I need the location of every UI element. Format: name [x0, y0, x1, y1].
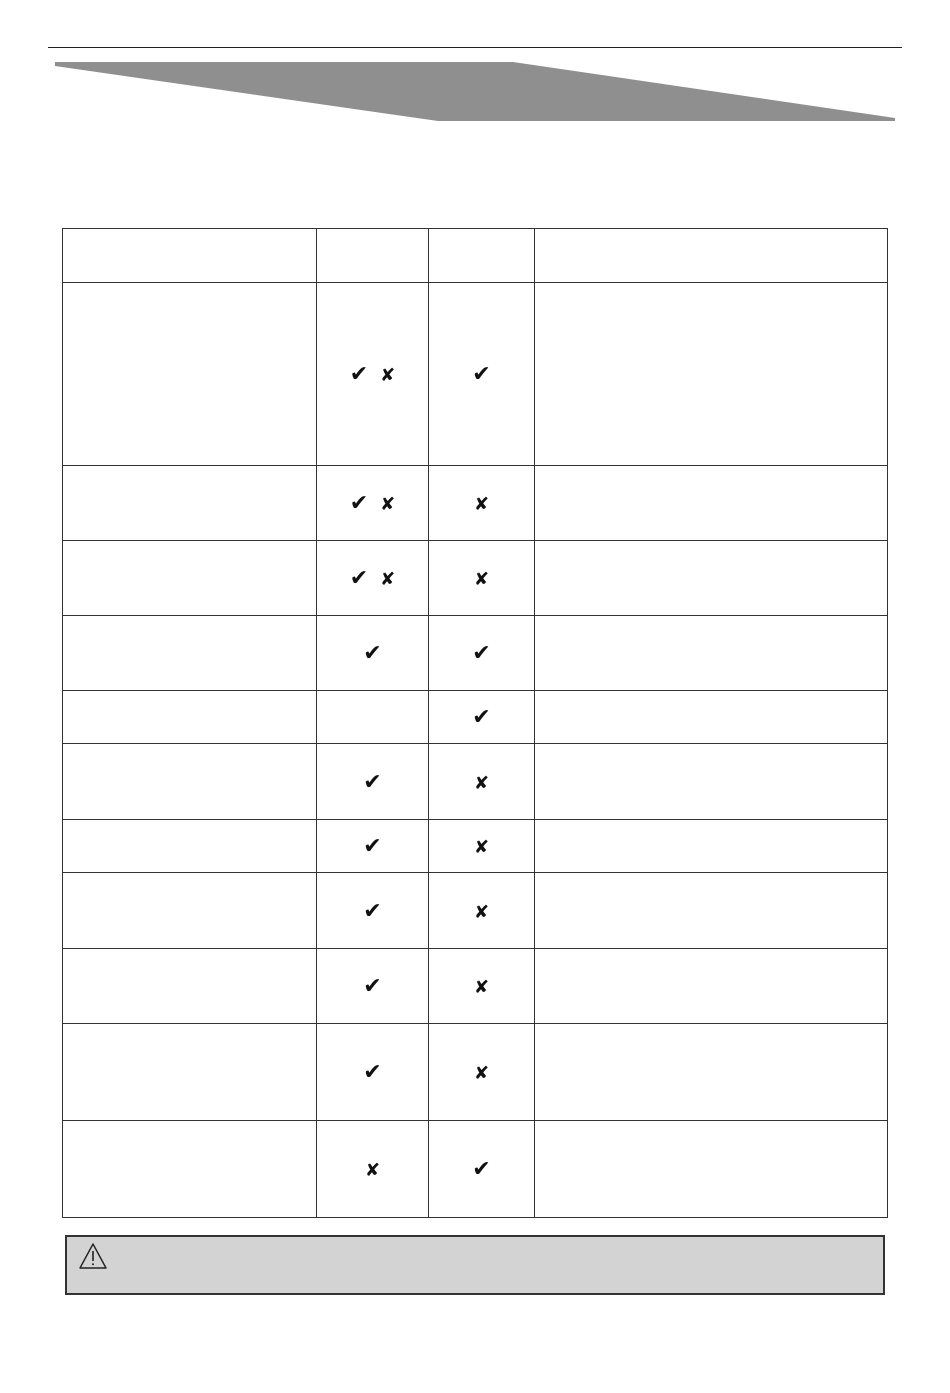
check-icon: ✔ [363, 769, 382, 795]
compat-cell-a [317, 1024, 429, 1121]
check-icon: ✔ [349, 566, 369, 591]
check-icon: ✔ [472, 1157, 491, 1182]
row-label-cell [63, 949, 317, 1024]
cross-icon: ✘ [473, 901, 490, 923]
compat-cell-b [429, 691, 535, 744]
row-label-cell [63, 744, 317, 820]
compat-cell-a [317, 691, 429, 744]
row-label-cell [63, 691, 317, 744]
check-icon: ✔ [363, 834, 382, 859]
compat-cell-a [317, 283, 429, 466]
compat-cell-a [317, 466, 429, 541]
check-icon: ✔ [363, 898, 382, 924]
cross-icon: ✘ [473, 569, 490, 590]
header-cell [317, 229, 429, 283]
compat-cell-b [429, 873, 535, 949]
section-banner [0, 0, 950, 130]
compat-cell-a [317, 744, 429, 820]
cross-icon: ✘ [364, 1160, 381, 1181]
row-label-cell [63, 616, 317, 691]
row-label-cell [63, 1024, 317, 1121]
compat-cell-b [429, 1121, 535, 1218]
compat-cell-b [429, 949, 535, 1024]
row-note-cell [535, 541, 888, 616]
table-row [63, 744, 888, 820]
table-row [63, 820, 888, 873]
table-row [63, 466, 888, 541]
row-label-cell [63, 466, 317, 541]
compat-cell-b [429, 541, 535, 616]
compat-cell-b [429, 1024, 535, 1121]
row-note-cell [535, 1024, 888, 1121]
check-icon: ✔ [472, 705, 491, 730]
check-icon: ✔ [363, 1060, 382, 1085]
table-row [63, 1024, 888, 1121]
check-icon: ✔ [349, 362, 369, 387]
row-note-cell [535, 744, 888, 820]
row-note-cell [535, 873, 888, 949]
warning-box [65, 1235, 885, 1295]
cross-icon: ✘ [380, 569, 396, 590]
compat-cell-b [429, 466, 535, 541]
table-row [63, 1121, 888, 1218]
row-note-cell [535, 820, 888, 873]
cross-icon: ✘ [473, 837, 490, 858]
row-label-cell [63, 283, 317, 466]
row-label-cell [63, 541, 317, 616]
cross-icon: ✘ [473, 977, 490, 998]
row-note-cell [535, 1121, 888, 1218]
table-row [63, 949, 888, 1024]
check-icon: ✔ [349, 491, 369, 516]
cross-icon: ✘ [380, 365, 396, 386]
compat-cell-a [317, 873, 429, 949]
table-row [63, 283, 888, 466]
table-row [63, 541, 888, 616]
row-note-cell [535, 949, 888, 1024]
header-cell [535, 229, 888, 283]
cross-icon: ✘ [473, 494, 490, 515]
check-icon: ✔ [472, 362, 491, 387]
compat-cell-a [317, 820, 429, 873]
cross-icon: ✘ [473, 1063, 490, 1084]
check-icon: ✔ [363, 974, 382, 999]
row-label-cell [63, 873, 317, 949]
table-row [63, 616, 888, 691]
compat-cell-b [429, 283, 535, 466]
compatibility-table [62, 228, 888, 1218]
row-note-cell [535, 466, 888, 541]
cross-icon: ✘ [473, 772, 490, 794]
row-note-cell [535, 691, 888, 744]
compat-cell-a [317, 616, 429, 691]
warning-triangle-icon [78, 1242, 108, 1270]
table-header-row [63, 229, 888, 283]
row-label-cell [63, 820, 317, 873]
header-cell [429, 229, 535, 283]
header-cell [63, 229, 317, 283]
row-label-cell [63, 1121, 317, 1218]
compat-cell-b [429, 820, 535, 873]
row-note-cell [535, 283, 888, 466]
check-icon: ✔ [472, 641, 491, 666]
table-row [63, 873, 888, 949]
compat-cell-a [317, 541, 429, 616]
compat-cell-a [317, 949, 429, 1024]
row-note-cell [535, 616, 888, 691]
compat-cell-b [429, 744, 535, 820]
compat-cell-b [429, 616, 535, 691]
cross-icon: ✘ [380, 494, 396, 515]
compat-cell-a [317, 1121, 429, 1218]
check-icon: ✔ [363, 641, 382, 666]
table-row [63, 691, 888, 744]
